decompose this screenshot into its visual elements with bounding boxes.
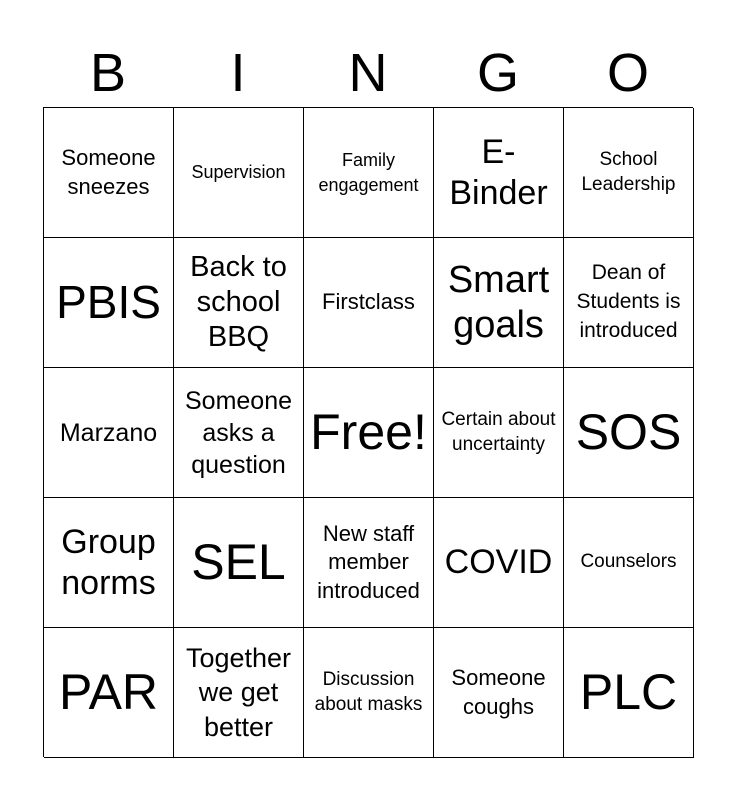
- bingo-board: [43, 107, 693, 757]
- cell-label: Firstclass: [322, 289, 415, 315]
- cell-label: Someone asks a question: [184, 386, 293, 479]
- bingo-cell[interactable]: [304, 238, 434, 368]
- bingo-cell[interactable]: [304, 108, 434, 238]
- bingo-cell[interactable]: [564, 628, 694, 758]
- cell-label: E-Binder: [449, 132, 548, 212]
- bingo-cell[interactable]: [564, 108, 694, 238]
- cell-label: Someone sneezes: [61, 144, 156, 199]
- bingo-cell[interactable]: [44, 108, 174, 238]
- cell-label: Someone coughs: [451, 664, 546, 719]
- header-letter-o: O: [606, 43, 649, 103]
- bingo-cell[interactable]: [434, 628, 564, 758]
- bingo-cell[interactable]: [44, 238, 174, 368]
- free-space-cell[interactable]: [304, 368, 434, 498]
- cell-label: Counselors: [580, 551, 677, 573]
- cell-label: PBIS: [56, 276, 161, 329]
- cell-label: Dean of Students is introduced: [576, 261, 681, 342]
- bingo-cell[interactable]: [44, 498, 174, 628]
- bingo-cell[interactable]: [174, 108, 304, 238]
- cell-label: SOS: [575, 404, 682, 460]
- cell-label: Family engagement: [318, 150, 419, 195]
- header-letter-n: N: [348, 43, 388, 103]
- bingo-cell[interactable]: [174, 368, 304, 498]
- cell-label: Free!: [310, 404, 427, 460]
- bingo-cell[interactable]: [564, 238, 694, 368]
- cell-label: PAR: [58, 664, 159, 720]
- header-letter-b: B: [89, 43, 127, 103]
- bingo-cell[interactable]: [174, 238, 304, 368]
- cell-label: Certain about uncertainty: [441, 408, 556, 455]
- cell-label: Together we get better: [185, 643, 292, 742]
- bingo-cell[interactable]: [44, 628, 174, 758]
- bingo-cell[interactable]: [564, 368, 694, 498]
- cell-label: Group norms: [61, 522, 156, 602]
- cell-label: School Leadership: [581, 148, 676, 195]
- cell-label: PLC: [579, 664, 678, 720]
- bingo-cell[interactable]: [304, 498, 434, 628]
- cell-label: Supervision: [191, 162, 286, 183]
- cell-label: Smart goals: [447, 258, 550, 346]
- bingo-cell[interactable]: [304, 628, 434, 758]
- bingo-cell[interactable]: [174, 628, 304, 758]
- bingo-cell[interactable]: [434, 368, 564, 498]
- bingo-header: [43, 40, 693, 106]
- bingo-cell[interactable]: [434, 498, 564, 628]
- header-letter-i: I: [230, 43, 246, 103]
- bingo-cell[interactable]: [434, 108, 564, 238]
- cell-label: COVID: [444, 543, 553, 582]
- cell-label: Marzano: [59, 418, 158, 447]
- bingo-cell[interactable]: [44, 368, 174, 498]
- cell-label: SEL: [191, 534, 286, 590]
- bingo-cell[interactable]: [564, 498, 694, 628]
- cell-label: New staff member introduced: [317, 520, 420, 603]
- header-letter-g: G: [476, 43, 519, 103]
- bingo-cell[interactable]: [174, 498, 304, 628]
- cell-label: Back to school BBQ: [190, 251, 287, 353]
- bingo-cell[interactable]: [434, 238, 564, 368]
- cell-label: Discussion about masks: [314, 668, 423, 715]
